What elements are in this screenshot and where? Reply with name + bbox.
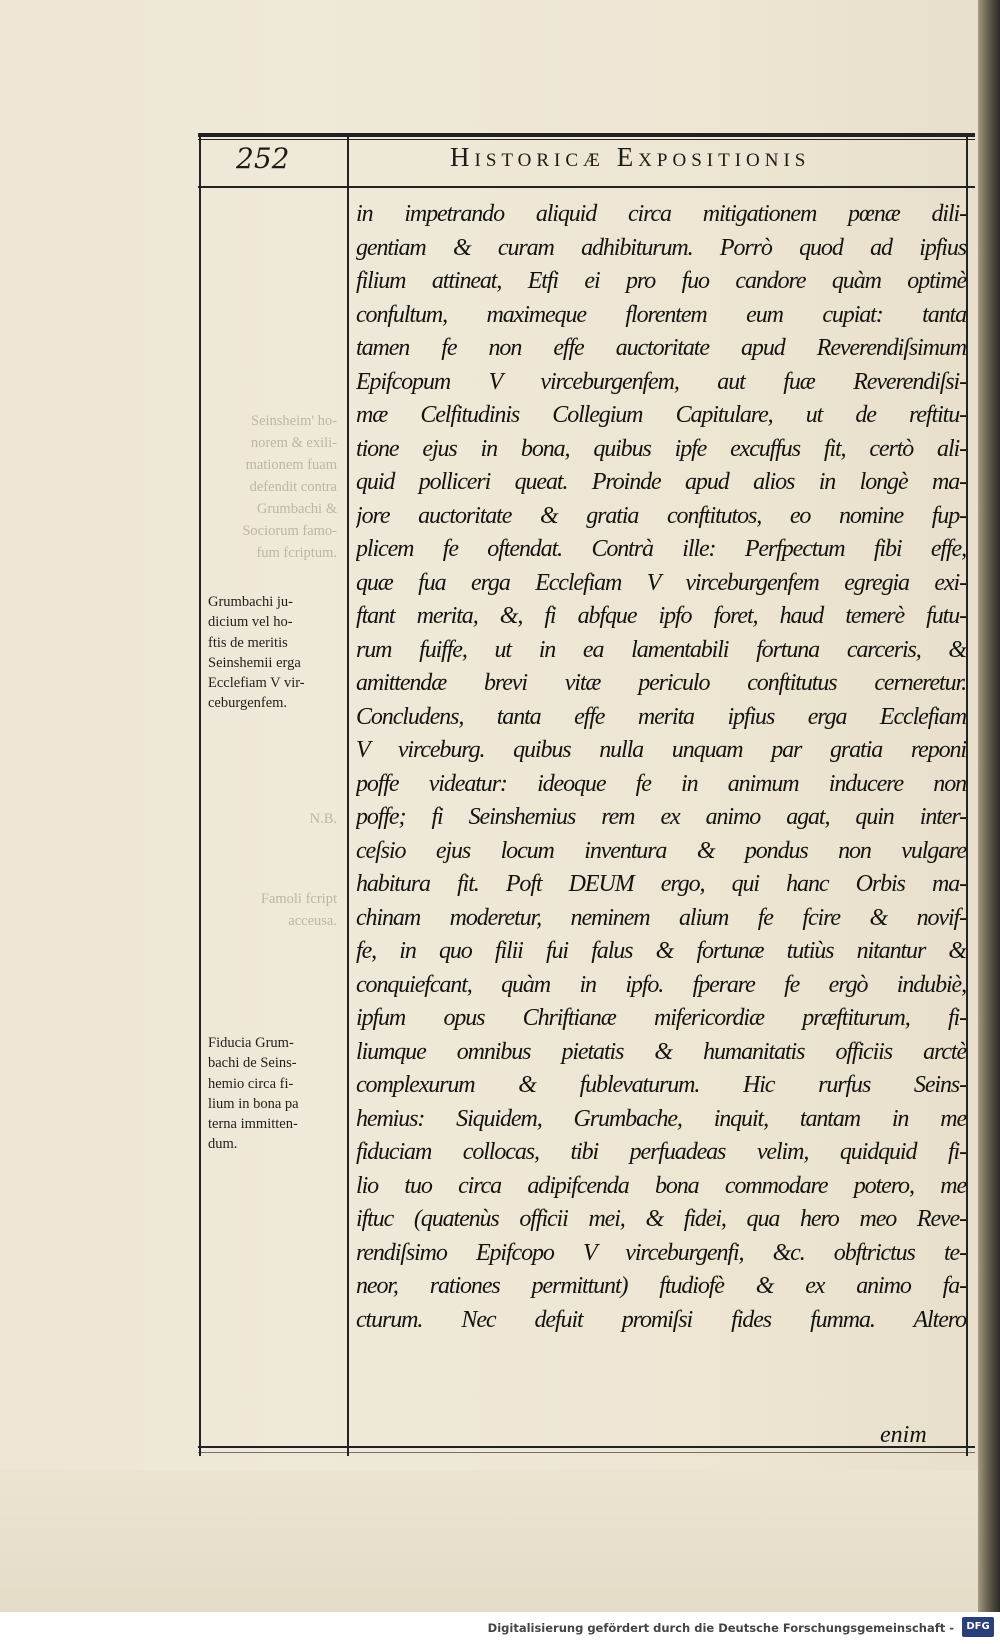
ghost-line: Famoli fcript <box>260 891 337 907</box>
note-line: terna immitten- <box>208 1116 298 1133</box>
funding-notice: Digitalisierung gefördert durch die Deutsche Forschungsgemeinschaft - <box>487 1621 954 1635</box>
ghost-line: Seinsheim' ho- <box>251 413 337 429</box>
text-line: in impetrando aliquid circa mitigationem pœnæ dili- <box>356 201 966 227</box>
text-line: rendiſsimo Epifcopo V virceburgenfi, &c. obftrictus te- <box>356 1239 966 1266</box>
text-line: iftuc (quatenùs officii mei, & fidei, qua hero meo Reve- <box>356 1206 966 1232</box>
text-line: filium attineat, Etfi ei pro fuo candore quàm optimè <box>356 268 966 294</box>
reverse-offset-note <box>212 888 337 932</box>
main-text-column <box>356 198 966 1337</box>
text-line: poffe; fi Seinshemius rem ex animo agat, quin inter- <box>356 804 966 830</box>
text-line: fe, in quo filii fui falus & fortunæ tutiùs nitantur & <box>356 938 966 964</box>
ghost-line: N.B. <box>309 811 337 827</box>
text-line: cturum. Nec defuit promiſsi fides fumma. Altero <box>356 1306 966 1333</box>
top-rule-thin <box>198 139 975 140</box>
bottom-rule <box>198 1446 975 1448</box>
text-line: confultum, maximeque florentem eum cupiat: tanta <box>356 301 966 328</box>
ghost-line: norem & exili- <box>250 435 337 451</box>
dfg-logo-icon: DFG <box>962 1617 994 1637</box>
text-line: mæ Celfitudinis Collegium Capitulare, ut de reftitu- <box>356 402 966 428</box>
text-line: lio tuo circa adipifcenda bona commodare potero, me <box>356 1172 966 1199</box>
ghost-line: acceusa. <box>288 913 337 929</box>
ghost-line: defendit contra <box>249 479 337 495</box>
ghost-line: Sociorum famo- <box>242 523 337 539</box>
book-gutter-edge <box>978 0 1000 1612</box>
catchword: enim <box>880 1422 927 1448</box>
text-line: ftant merita, &, fi abfque ipfo foret, haud temerè futu- <box>356 603 966 629</box>
margin-note-grumbachi-judicium <box>208 592 344 714</box>
text-line: ipfum opus Chriftianæ mifericordiæ præftiturum, fi- <box>356 1005 966 1031</box>
page-number: 252 <box>236 142 290 175</box>
text-line: jore auctoritate & gratia conftitutos, eo nomine fup- <box>356 502 966 529</box>
reverse-offset-note <box>212 808 337 830</box>
ghost-line: fum fcriptum. <box>256 545 337 561</box>
text-line: rum fuiffe, ut in ea lamentabili fortuna carceris, & <box>356 636 966 663</box>
text-line: Epifcopum V virceburgenfem, aut fuæ Reverendiſsi- <box>356 368 966 395</box>
margin-note-fiducia-grumbachi <box>208 1033 344 1155</box>
text-line: Concludens, tanta effe merita ipfius erga Ecclefiam <box>356 703 966 730</box>
reverse-offset-note <box>212 410 337 564</box>
text-line: tamen fe non effe auctoritate apud Reverendiſsimum <box>356 335 966 361</box>
text-line: amittendæ brevi vitæ periculo conftitutus cerneretur. <box>356 670 966 696</box>
note-line: lium in bona pa <box>208 1095 299 1112</box>
note-line: Seinshemii erga <box>208 654 301 671</box>
text-line: ceſsio ejus locum inventura & pondus non vulgare <box>356 837 966 864</box>
text-line: neor, rationes permittunt) ftudiofè & ex animo fa- <box>356 1273 966 1299</box>
margin-column-rule <box>347 136 349 1456</box>
text-line: gentiam & curam adhibiturum. Porrò quod ad ipfius <box>356 234 966 261</box>
text-line: plicem fe oftendat. Contrà ille: Perfpectum fibi effe, <box>356 536 966 562</box>
note-line: dicium vel ho- <box>208 614 293 631</box>
page-bottom-margin <box>0 1470 978 1612</box>
text-line: poffe videatur: ideoque fe in animum inducere non <box>356 770 966 797</box>
note-line: hemio circa fi- <box>208 1075 294 1092</box>
top-rule <box>198 133 975 137</box>
note-line: Fiducia Grum- <box>208 1035 294 1051</box>
right-frame-rule <box>966 136 968 1456</box>
text-line: conquiefcant, quàm in ipfo. fperare fe ergò indubiè, <box>356 971 966 998</box>
note-line: ftis de meritis <box>208 634 288 651</box>
text-line: chinam moderetur, neminem alium fe fcire & novif- <box>356 904 966 931</box>
running-head: Historicæ Expositionis <box>450 142 811 172</box>
ghost-line: mationem fuam <box>245 457 337 473</box>
note-line: bachi de Seins- <box>208 1055 297 1072</box>
note-line: Ecclefiam V vir- <box>208 675 305 692</box>
text-line: fiduciam collocas, tibi perfuadeas velim, quidquid fi- <box>356 1139 966 1165</box>
header-rule <box>198 186 975 188</box>
text-line: habitura fit. Poft DEUM ergo, qui hanc Orbis ma- <box>356 871 966 897</box>
note-line: ceburgenfem. <box>208 695 288 712</box>
text-line: complexurum & fublevaturum. Hic rurfus Seins- <box>356 1072 966 1098</box>
bottom-rule-thin <box>198 1452 975 1453</box>
ghost-line: Grumbachi & <box>256 501 337 517</box>
note-line: Grumbachi ju- <box>208 594 293 610</box>
note-line: dum. <box>208 1136 238 1153</box>
text-line: quæ fua erga Ecclefiam V virceburgenfem egregia exi- <box>356 569 966 596</box>
text-line: V virceburg. quibus nulla unquam par gratia reponi <box>356 737 966 763</box>
text-line: quid polliceri queat. Proinde apud alios in longè ma- <box>356 469 966 495</box>
text-line: liumque omnibus pietatis & humanitatis officiis arctè <box>356 1038 966 1065</box>
left-frame-rule <box>199 136 201 1456</box>
text-line: hemius: Siquidem, Grumbache, inquit, tantam in me <box>356 1105 966 1132</box>
text-line: tione ejus in bona, quibus ipfe excuffus fit, certò ali- <box>356 435 966 462</box>
